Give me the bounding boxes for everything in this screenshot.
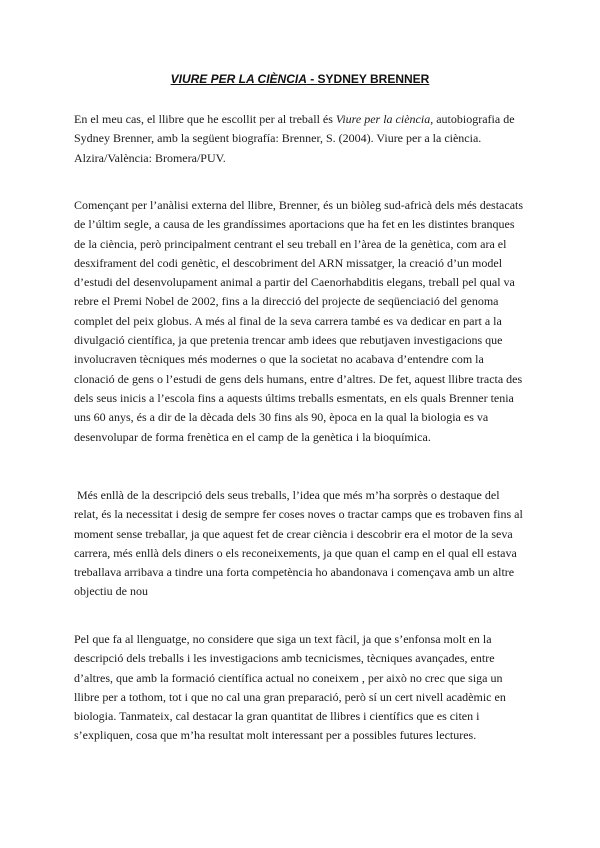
paragraph-line: clonació de gens o l’estudi de gens dels humans, entre d’altres. De fet, aquest llibre tracta des: [74, 371, 523, 386]
paragraph-line: descripció dels treballs i les investigacions amb tecnicismes, tècniques avançades, entre: [74, 651, 495, 666]
paragraph-line: desxiframent del codi genètic, el descobriment del ARN missatger, la creació d’un model: [74, 255, 503, 270]
paragraph-line: de la ciència, però principalment centrant el seu treball en l’àrea de la genètica, com ara el: [74, 236, 507, 251]
paragraph-line: Començant per l’anàlisi externa del llibre, Brenner, és un biòleg sud-africà dels més destacats: [74, 198, 524, 212]
paragraph-line: d’altres, que amb la formació científica actual no coneixem , per això no crec que siga un: [74, 670, 503, 685]
paragraph-line: divulgació científica, ja que pretenia trencar amb idees que rebutjaven investigacions que: [74, 333, 503, 348]
paragraph-line: de l’últim segle, a causa de les grandíssimes aportacions que ha fet en les distintes branques: [74, 217, 515, 232]
title-book-name: VIURE PER LA CIÈNCIA: [170, 72, 307, 86]
text-run: , autobiografia de: [430, 112, 515, 126]
paragraph-external-analysis: [74, 196, 526, 447]
paragraph-line: rebre el Premi Nobel de 2002, fins a la direcció del projecte de seqüenciació del genoma: [74, 294, 499, 309]
paragraph-line: treballava arribava a tindre una forta competència ho abandonava i començava amb un altre: [74, 565, 515, 580]
paragraph-line: relat, és la necessitat i desig de sempre fer coses noves o tractar camps que es trobaven fins al: [74, 507, 523, 522]
document-title: [0, 72, 600, 86]
paragraph-line: [74, 110, 526, 129]
paragraph-line: Més enllà de la descripció dels seus treballs, l’idea que més m’ha sorprès o destaque del: [74, 488, 500, 502]
paragraph-line: dels seus inicis a l’escola fins a aquests últims treballs esmentats, en els quals Brenner tenia: [74, 390, 514, 405]
paragraph-line: carrera, més enllà dels diners o els reconeixements, ja que quan el camp en el qual ell estava: [74, 545, 517, 560]
paragraph-line: involucraven tècniques més modernes o que la societat no acabava d’entendre com la: [74, 352, 484, 367]
paragraph-line: uns 60 anys, és a dir de la dècada dels 30 fins als 90, època en la qual la biologia es va: [74, 410, 489, 425]
paragraph-introduction: [74, 110, 526, 168]
title-separator: -: [306, 72, 318, 86]
paragraph-line: Pel que fa al llenguatge, no considere que siga un text fàcil, ja que s’enfonsa molt en la: [74, 632, 492, 646]
paragraph-line: moment sense treballar, ja que aquest fet de crear ciència i descobrir era el motor de la seva: [74, 526, 513, 541]
paragraph-line: desenvolupar de forma frenètica en el camp de la genètica i la bioquímica.: [74, 429, 431, 444]
book-title-italic: Viure per la ciència: [335, 112, 431, 126]
paragraph-language: [74, 630, 526, 746]
paragraph-line: Alzira/València: Bromera/PUV.: [74, 150, 226, 165]
paragraph-line: llibre per a tothom, tot i que no cal una gran preparació, però sí un cert nivell acadèmic en: [74, 689, 506, 704]
paragraph-line: objectiu de nou: [74, 584, 148, 599]
paragraph-line: d’estudi del desenvolupament animal a partir del Caenorhabditis elegans, treball pel qual va: [74, 275, 515, 290]
title-author-name: SYDNEY BRENNER: [317, 72, 430, 86]
paragraph-line: Sydney Brenner, amb la següent biografía: Brenner, S. (2004). Viure per a la ciència.: [74, 131, 482, 146]
text-run: En el meu cas, el llibre que he escollit per al treball és: [74, 112, 336, 126]
paragraph-line: biologia. Tanmateix, cal destacar la gran quantitat de llibres i científics que es citen i: [74, 709, 480, 724]
paragraph-line: s’expliquen, cosa que m’ha resultat molt interessant per a possibles futures lectures.: [74, 728, 477, 743]
paragraph-line: complet del peix globus. A més al final de la seva carrera també es va dedicar en part a la: [74, 313, 502, 328]
paragraph-main-idea: [74, 486, 526, 602]
